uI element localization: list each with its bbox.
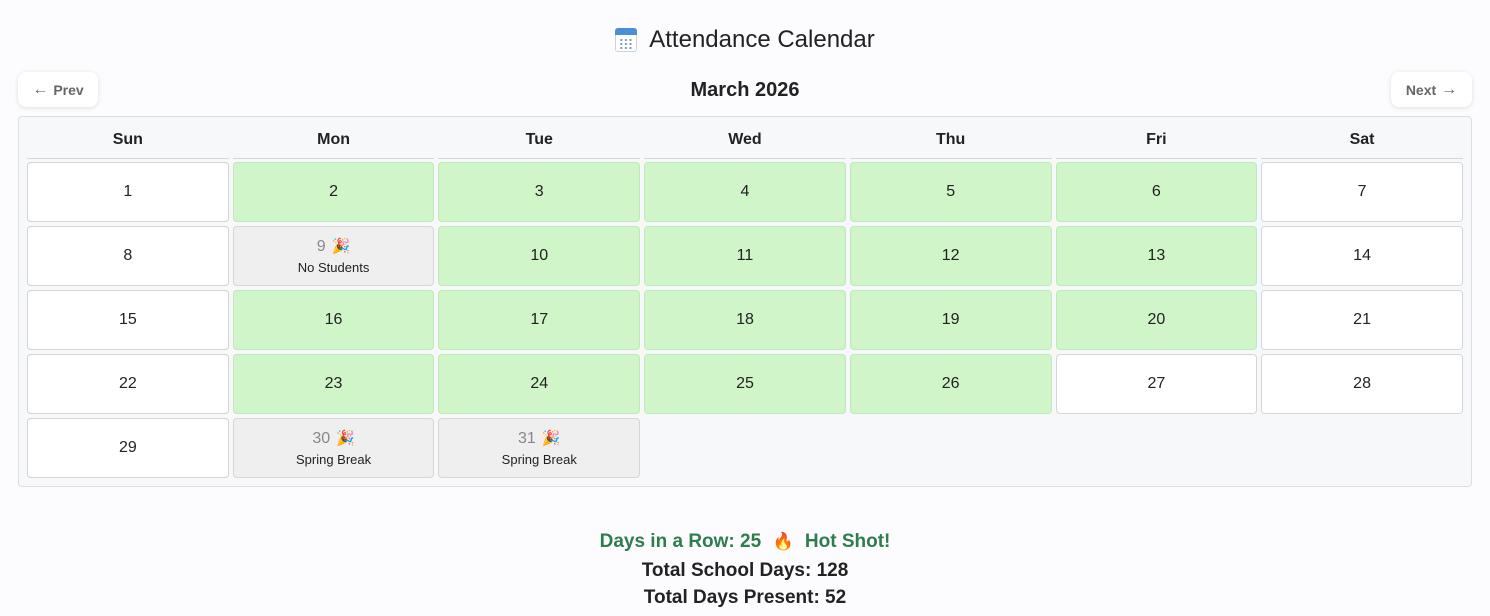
day-number-row (1152, 183, 1161, 201)
day-cell-9[interactable] (233, 226, 435, 286)
party-popper-icon: 🎉 (541, 430, 561, 447)
day-cell-29[interactable] (27, 418, 229, 478)
day-cell-25[interactable] (644, 354, 846, 414)
day-number-row (1353, 375, 1371, 393)
calendar-icon (615, 28, 637, 52)
day-number-row (1147, 247, 1165, 265)
day-number: 15 (118, 311, 137, 328)
day-number-row (942, 311, 960, 329)
day-number-row (1353, 247, 1371, 265)
day-number-row (123, 183, 132, 201)
day-cell-18[interactable] (644, 290, 846, 350)
day-cell-10[interactable] (438, 226, 640, 286)
day-number-row (946, 183, 955, 201)
day-number: 24 (530, 375, 549, 392)
day-number: 6 (1151, 183, 1161, 200)
day-number-row (317, 238, 351, 256)
day-number: 12 (941, 247, 960, 264)
total-days-present: Total Days Present: 52 (643, 587, 847, 608)
streak-label: Days in a Row: 25 (599, 531, 762, 552)
weekday-header-sat: Sat (1261, 117, 1463, 159)
day-number: 31 (518, 429, 536, 447)
day-number: 2 (329, 183, 338, 200)
day-number-row (1353, 311, 1371, 329)
day-number-row (123, 247, 132, 265)
day-number: 25 (736, 375, 754, 392)
streak-line (0, 531, 1490, 553)
day-number: 8 (123, 247, 133, 264)
flame-icon: 🔥 (772, 532, 794, 551)
page-title-text: Attendance Calendar (649, 26, 875, 53)
weekday-header-fri: Fri (1056, 117, 1258, 159)
weekday-header-row (27, 117, 1463, 159)
month-title: March 2026 (690, 79, 800, 101)
day-cell-22[interactable] (27, 354, 229, 414)
day-number: 13 (1147, 247, 1166, 264)
day-cell-2[interactable] (233, 162, 435, 222)
day-number: 21 (1353, 311, 1371, 328)
prev-button-label: Prev (53, 81, 84, 98)
day-number-row (535, 183, 544, 201)
day-cell-17[interactable] (438, 290, 640, 350)
day-number-row (737, 247, 754, 265)
weekday-header-tue: Tue (438, 117, 640, 159)
day-cell-20[interactable] (1056, 290, 1258, 350)
day-number-row (325, 375, 343, 393)
day-cell-11[interactable] (644, 226, 846, 286)
day-note: No Students (297, 259, 370, 275)
day-cell-27[interactable] (1056, 354, 1258, 414)
day-number: 27 (1147, 375, 1166, 392)
day-number: 11 (736, 247, 754, 264)
day-number: 22 (118, 375, 137, 392)
weekday-header-wed: Wed (644, 117, 846, 159)
day-number-row (119, 311, 137, 329)
day-cell-30[interactable] (233, 418, 435, 478)
day-number: 19 (941, 311, 960, 328)
day-cell-19[interactable] (850, 290, 1052, 350)
day-number: 30 (312, 429, 331, 447)
page-title (0, 26, 1490, 54)
party-popper-icon: 🎉 (336, 430, 355, 447)
calendar-days (27, 162, 1463, 478)
day-number-row (530, 311, 548, 329)
day-number-row (518, 430, 560, 448)
day-number-row (736, 311, 754, 329)
day-cell-3[interactable] (438, 162, 640, 222)
day-cell-13[interactable] (1056, 226, 1258, 286)
day-number-row (530, 247, 548, 265)
day-number-row (741, 183, 750, 201)
day-number: 5 (946, 183, 956, 200)
day-number: 16 (324, 311, 343, 328)
day-number-row (325, 311, 343, 329)
day-cell-31[interactable] (438, 418, 640, 478)
streak-badge: Hot Shot! (804, 531, 891, 552)
day-cell-21[interactable] (1261, 290, 1463, 350)
day-cell-16[interactable] (233, 290, 435, 350)
day-cell-14[interactable] (1261, 226, 1463, 286)
day-number-row (1358, 183, 1367, 201)
day-cell-15[interactable] (27, 290, 229, 350)
day-number: 1 (123, 183, 133, 200)
day-number-row (119, 439, 137, 457)
day-note: Spring Break (501, 451, 577, 467)
day-cell-5[interactable] (850, 162, 1052, 222)
day-number: 29 (118, 439, 137, 456)
day-cell-28[interactable] (1261, 354, 1463, 414)
day-number-row (530, 375, 548, 393)
day-number-row (119, 375, 137, 393)
calendar-grid (18, 116, 1472, 487)
day-number: 23 (324, 375, 343, 392)
day-number: 18 (736, 311, 754, 328)
day-number-row (329, 183, 338, 201)
day-number: 17 (530, 311, 549, 328)
day-number-row (1147, 375, 1165, 393)
day-number: 14 (1353, 247, 1371, 264)
day-number: 10 (530, 247, 549, 264)
day-number: 7 (1357, 183, 1367, 200)
day-cell-12[interactable] (850, 226, 1052, 286)
day-number: 4 (740, 183, 750, 200)
day-note: Spring Break (295, 451, 372, 467)
day-number-row (736, 375, 754, 393)
day-cell-24[interactable] (438, 354, 640, 414)
weekday-header-mon: Mon (233, 117, 435, 159)
arrow-right-icon: → (1441, 80, 1458, 98)
day-number: 26 (941, 375, 960, 392)
day-number-row (312, 430, 354, 448)
next-month-button[interactable] (1391, 72, 1472, 107)
day-cell-23[interactable] (233, 354, 435, 414)
weekday-header-thu: Thu (850, 117, 1052, 159)
total-school-days: Total School Days: 128 (641, 560, 849, 581)
day-cell-8[interactable] (27, 226, 229, 286)
arrow-left-icon: ← (32, 80, 49, 98)
day-number-row (942, 375, 960, 393)
weekday-header-sun: Sun (27, 117, 229, 159)
day-cell-4[interactable] (644, 162, 846, 222)
day-number: 20 (1147, 311, 1166, 328)
day-cell-1[interactable] (27, 162, 229, 222)
day-number: 9 (316, 237, 326, 255)
day-cell-7[interactable] (1261, 162, 1463, 222)
day-cell-6[interactable] (1056, 162, 1258, 222)
day-cell-26[interactable] (850, 354, 1052, 414)
day-number-row (1147, 311, 1165, 329)
next-button-label: Next (1405, 81, 1437, 98)
party-popper-icon: 🎉 (331, 238, 351, 255)
day-number: 28 (1353, 375, 1371, 392)
day-number-row (942, 247, 960, 265)
day-number: 3 (534, 183, 544, 200)
